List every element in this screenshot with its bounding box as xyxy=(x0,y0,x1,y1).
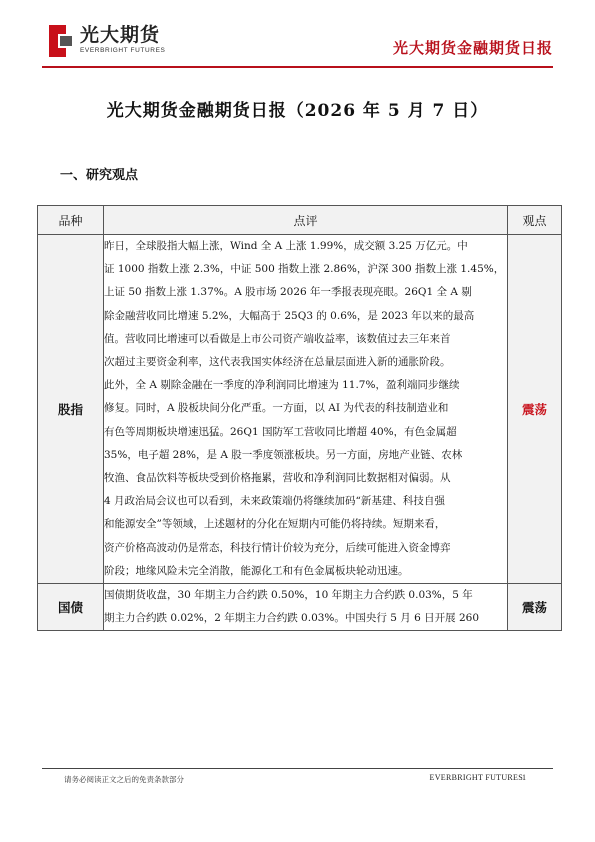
document-title: 光大期货金融期货日报（2026 年 5 月 7 日） xyxy=(106,101,489,121)
page-header xyxy=(0,0,595,70)
commentary-line: 资产价格高波动仍是常态，科技行情计价较为充分，后续可能进入资金博弈 xyxy=(104,541,451,554)
row-view: 震荡 xyxy=(508,235,562,584)
commentary-line: 此外，全 A 剔除金融在一季度的净利润同比增速为 11.7%，盈利端同步继续 xyxy=(104,379,460,392)
commentary-line: 除金融营收同比增速 5.2%，大幅高于 25Q3 的 0.6%，是 2023 年以来的最高 xyxy=(104,309,475,322)
header-divider xyxy=(42,66,553,68)
table-header-row xyxy=(38,206,562,235)
row-category: 国债 xyxy=(38,584,104,631)
commentary-line: 牧渔、食品饮料等板块受到价格拖累，营收和净利润同比数据相对偏弱。从 xyxy=(104,472,451,485)
commentary-line: 次超过主要资金利率，这代表我国实体经济在总量层面进入新的通胀阶段。 xyxy=(104,356,451,369)
row-category: 股指 xyxy=(38,235,104,584)
commentary-line: 和能源安全”等领域，上述题材的分化在短期内可能仍将持续。短期来看， xyxy=(104,518,446,531)
commentary-line: 35%，电子超 28%，是 A 股一季度领涨板块。另一方面，房地产业链、农林 xyxy=(104,448,463,461)
row-view: 震荡 xyxy=(508,584,562,631)
commentary-line: 修复。同时，A 股板块间分化严重。一方面，以 AI 为代表的科技制造业和 xyxy=(104,402,449,415)
header-view: 观点 xyxy=(508,206,562,235)
table-row-stock-index xyxy=(38,235,562,584)
commentary-line: 昨日，全球股指大幅上涨，Wind 全 A 上涨 1.99%，成交额 3.25 万亿元。中 xyxy=(104,240,468,252)
header-commentary: 点评 xyxy=(104,206,508,235)
commentary-line: 期主力合约跌 0.02%，2 年期主力合约跌 0.03%。中国央行 5 月 6 日开展 260 xyxy=(104,612,479,625)
commentary-line: 值。营收同比增速可以看做是上市公司资产端收益率，该数值过去三年来首 xyxy=(104,332,451,345)
footer-company: EVERBRIGHT FUTURES xyxy=(429,773,523,782)
company-logo xyxy=(48,24,165,58)
table-row-treasury xyxy=(38,584,562,631)
commentary-line: 国债期货收盘，30 年期主力合约跌 0.50%，10 年期主力合约跌 0.03%，5 年 xyxy=(104,589,473,602)
research-table xyxy=(37,205,562,631)
commentary-line: 有色等周期板块增速迅猛。26Q1 国防军工营收同比增超 40%，有色金属超 xyxy=(104,425,457,438)
row-commentary xyxy=(104,584,508,631)
logo-name-en: EVERBRIGHT FUTURES xyxy=(80,47,166,54)
commentary-line: 阶段；地缘风险未完全消散，能源化工和有色金属板块轮动迅速。 xyxy=(104,564,409,577)
row-commentary xyxy=(104,235,508,584)
logo-name-cn: 光大期货 xyxy=(80,24,161,46)
commentary-line: 证 1000 指数上涨 2.3%，中证 500 指数上涨 2.86%，沪深 300 指数上涨 1.45%， xyxy=(104,263,505,276)
commentary-line: 上证 50 指数上涨 1.37%。A 股市场 2026 年一季报表现亮眼。26Q1 全 A 剔 xyxy=(104,286,472,299)
header-category: 品种 xyxy=(38,206,104,235)
page-number: 1 xyxy=(522,773,526,782)
section-title: 一、研究观点 xyxy=(60,168,139,183)
footer-disclaimer: 请务必阅读正文之后的免责条款部分 xyxy=(64,775,184,784)
footer-divider xyxy=(42,768,553,769)
header-title: 光大期货金融期货日报 xyxy=(392,39,553,57)
everbright-logo-icon xyxy=(48,24,76,58)
commentary-line: 4 月政治局会议也可以看到，未来政策端仍将继续加码“新基建、科技自强 xyxy=(104,495,445,508)
